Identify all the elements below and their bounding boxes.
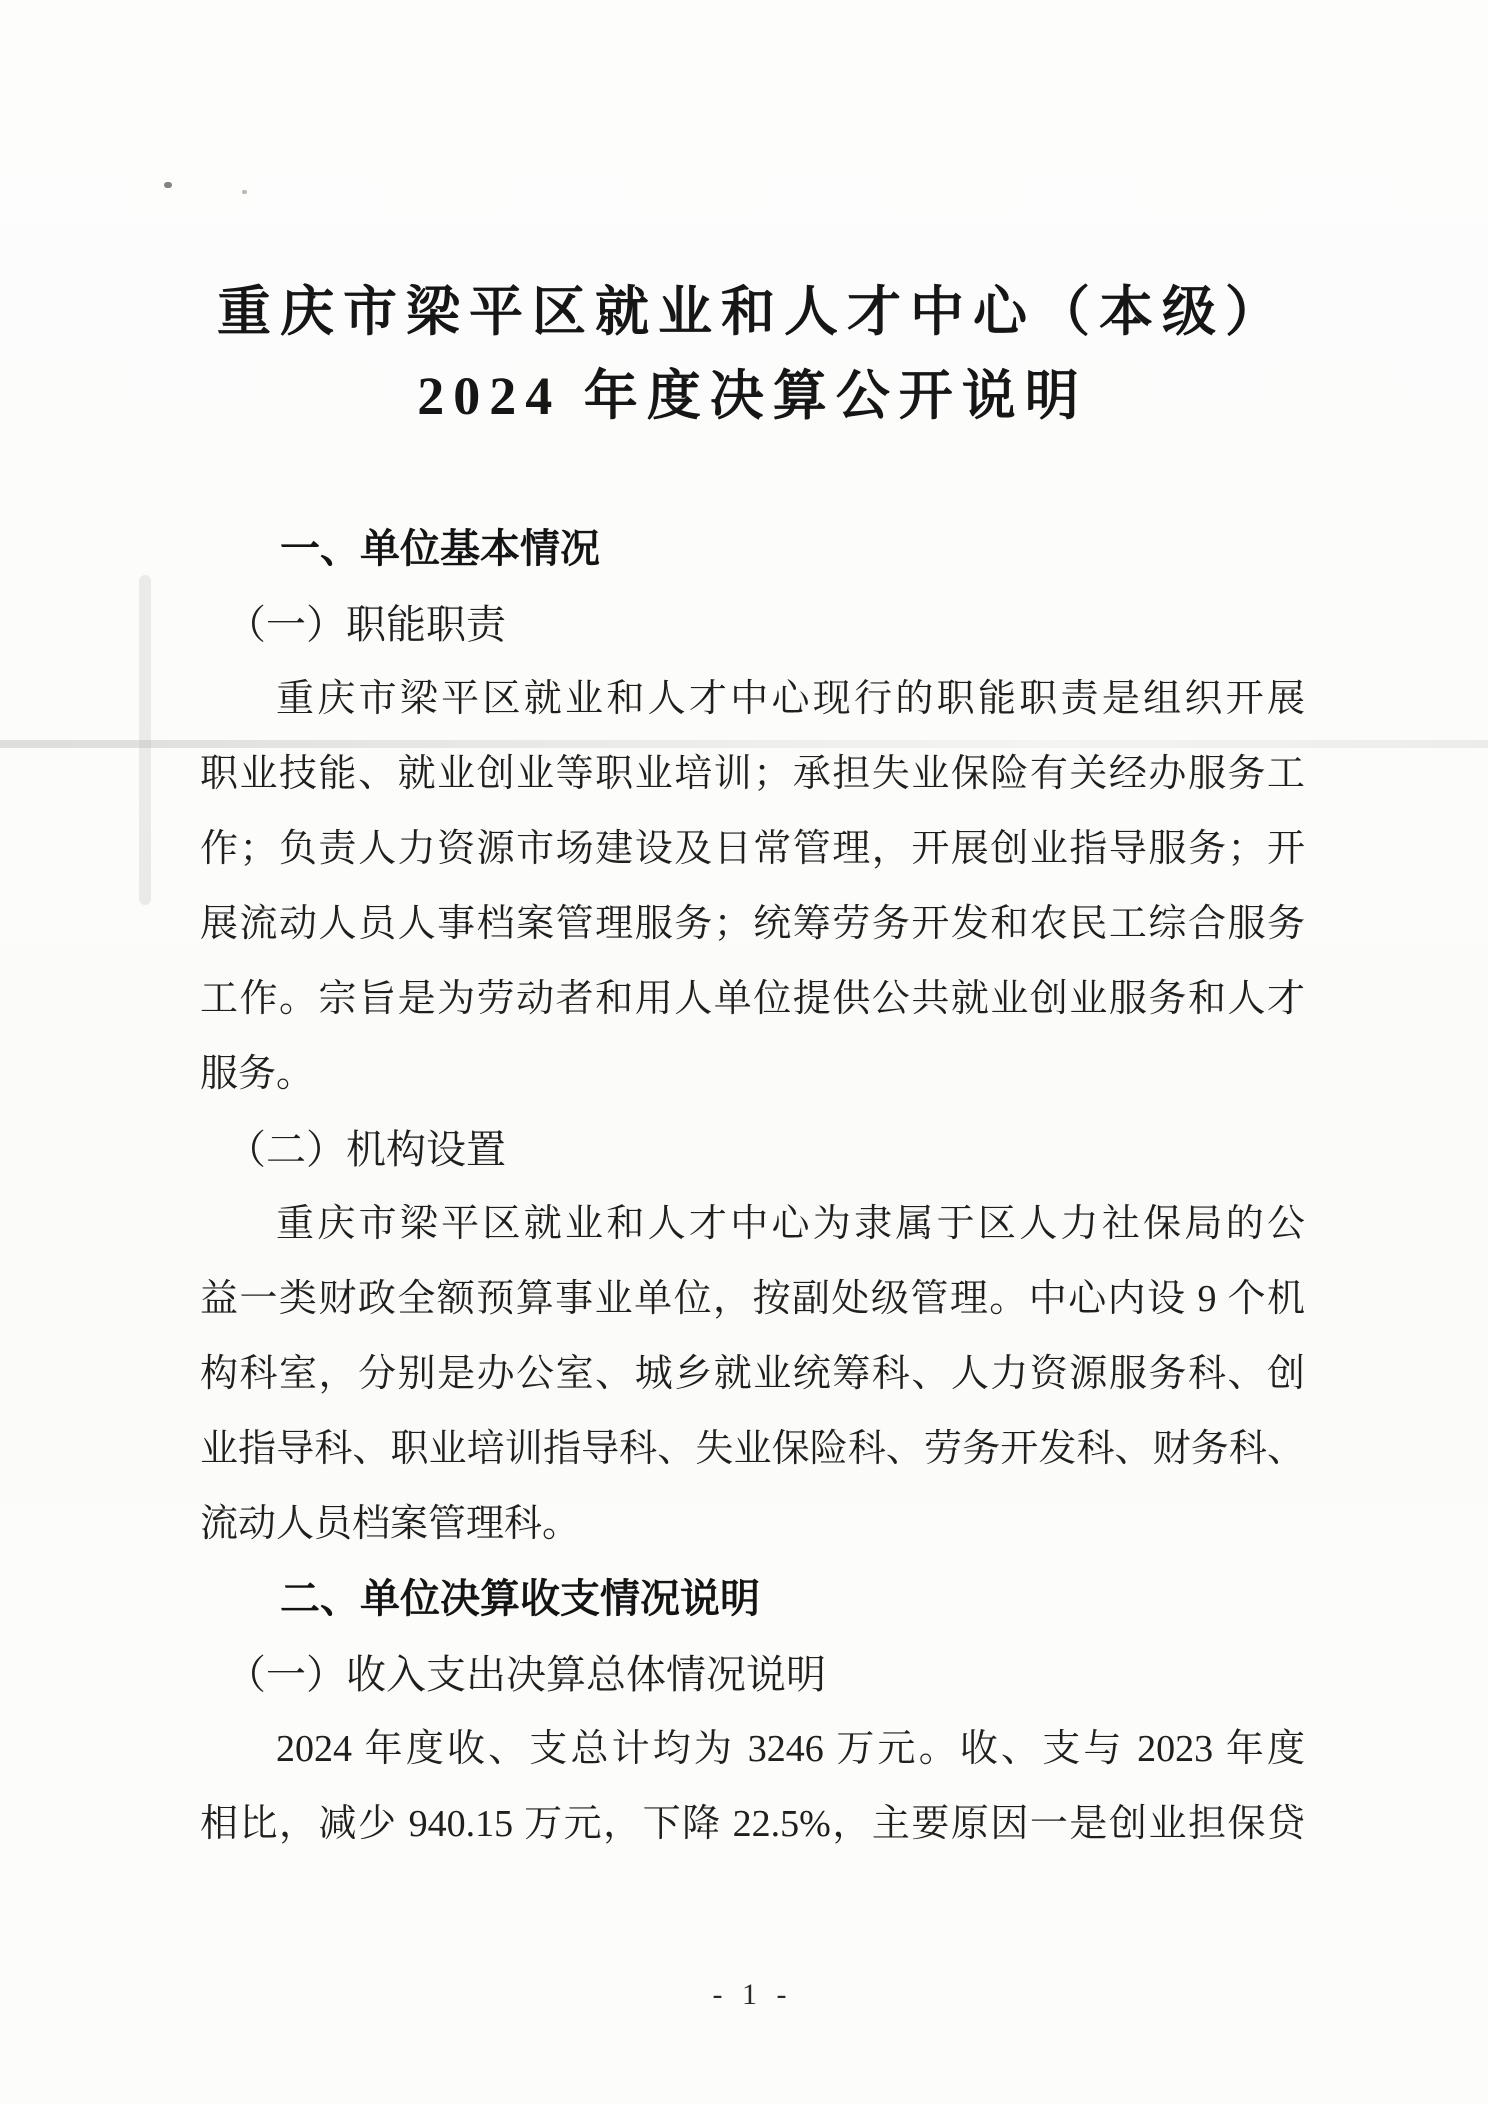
subsection-heading: （一）职能职责	[226, 602, 506, 647]
document-body	[200, 512, 1305, 1862]
body-line: 相比，减少 940.15 万元，下降 22.5%，主要原因一是创业担保贷	[200, 1803, 1305, 1845]
body-line: 展流动人员人事档案管理服务；统筹劳务开发和农民工综合服务	[200, 903, 1305, 945]
page-number: - 1 -	[712, 1978, 793, 2011]
section-heading: 二、单位决算收支情况说明	[280, 1577, 760, 1621]
subsection-heading: （二）机构设置	[226, 1127, 506, 1172]
title-line-2: 2024 年度决算公开说明	[417, 366, 1088, 426]
body-line: 服务。	[200, 1053, 315, 1095]
body-line: 构科室，分别是办公室、城乡就业统筹科、人力资源服务科、创	[200, 1353, 1305, 1395]
body-line: 重庆市梁平区就业和人才中心现行的职能职责是组织开展	[276, 678, 1305, 720]
body-line: 业指导科、职业培训指导科、失业保险科、劳务开发科、财务科、	[200, 1428, 1305, 1470]
body-line: 2024 年度收、支总计均为 3246 万元。收、支与 2023 年度	[276, 1728, 1305, 1770]
document-title	[200, 270, 1305, 438]
body-line: 流动人员档案管理科。	[200, 1503, 581, 1545]
body-line: 重庆市梁平区就业和人才中心为隶属于区人力社保局的公	[276, 1203, 1305, 1245]
body-line: 作；负责人力资源市场建设及日常管理，开展创业指导服务；开	[200, 828, 1305, 870]
body-line: 益一类财政全额预算事业单位，按副处级管理。中心内设 9 个机	[200, 1278, 1305, 1320]
section-heading: 一、单位基本情况	[280, 527, 600, 571]
scan-speck	[242, 190, 247, 194]
scan-artifact-smudge	[139, 575, 151, 905]
body-line: 工作。宗旨是为劳动者和用人单位提供公共就业创业服务和人才	[200, 978, 1305, 1020]
title-line-1: 重庆市梁平区就业和人才中心（本级）	[217, 282, 1288, 342]
scan-speck	[164, 182, 172, 188]
subsection-heading: （一）收入支出决算总体情况说明	[226, 1652, 826, 1697]
body-line: 职业技能、就业创业等职业培训；承担失业保险有关经办服务工	[200, 753, 1305, 795]
